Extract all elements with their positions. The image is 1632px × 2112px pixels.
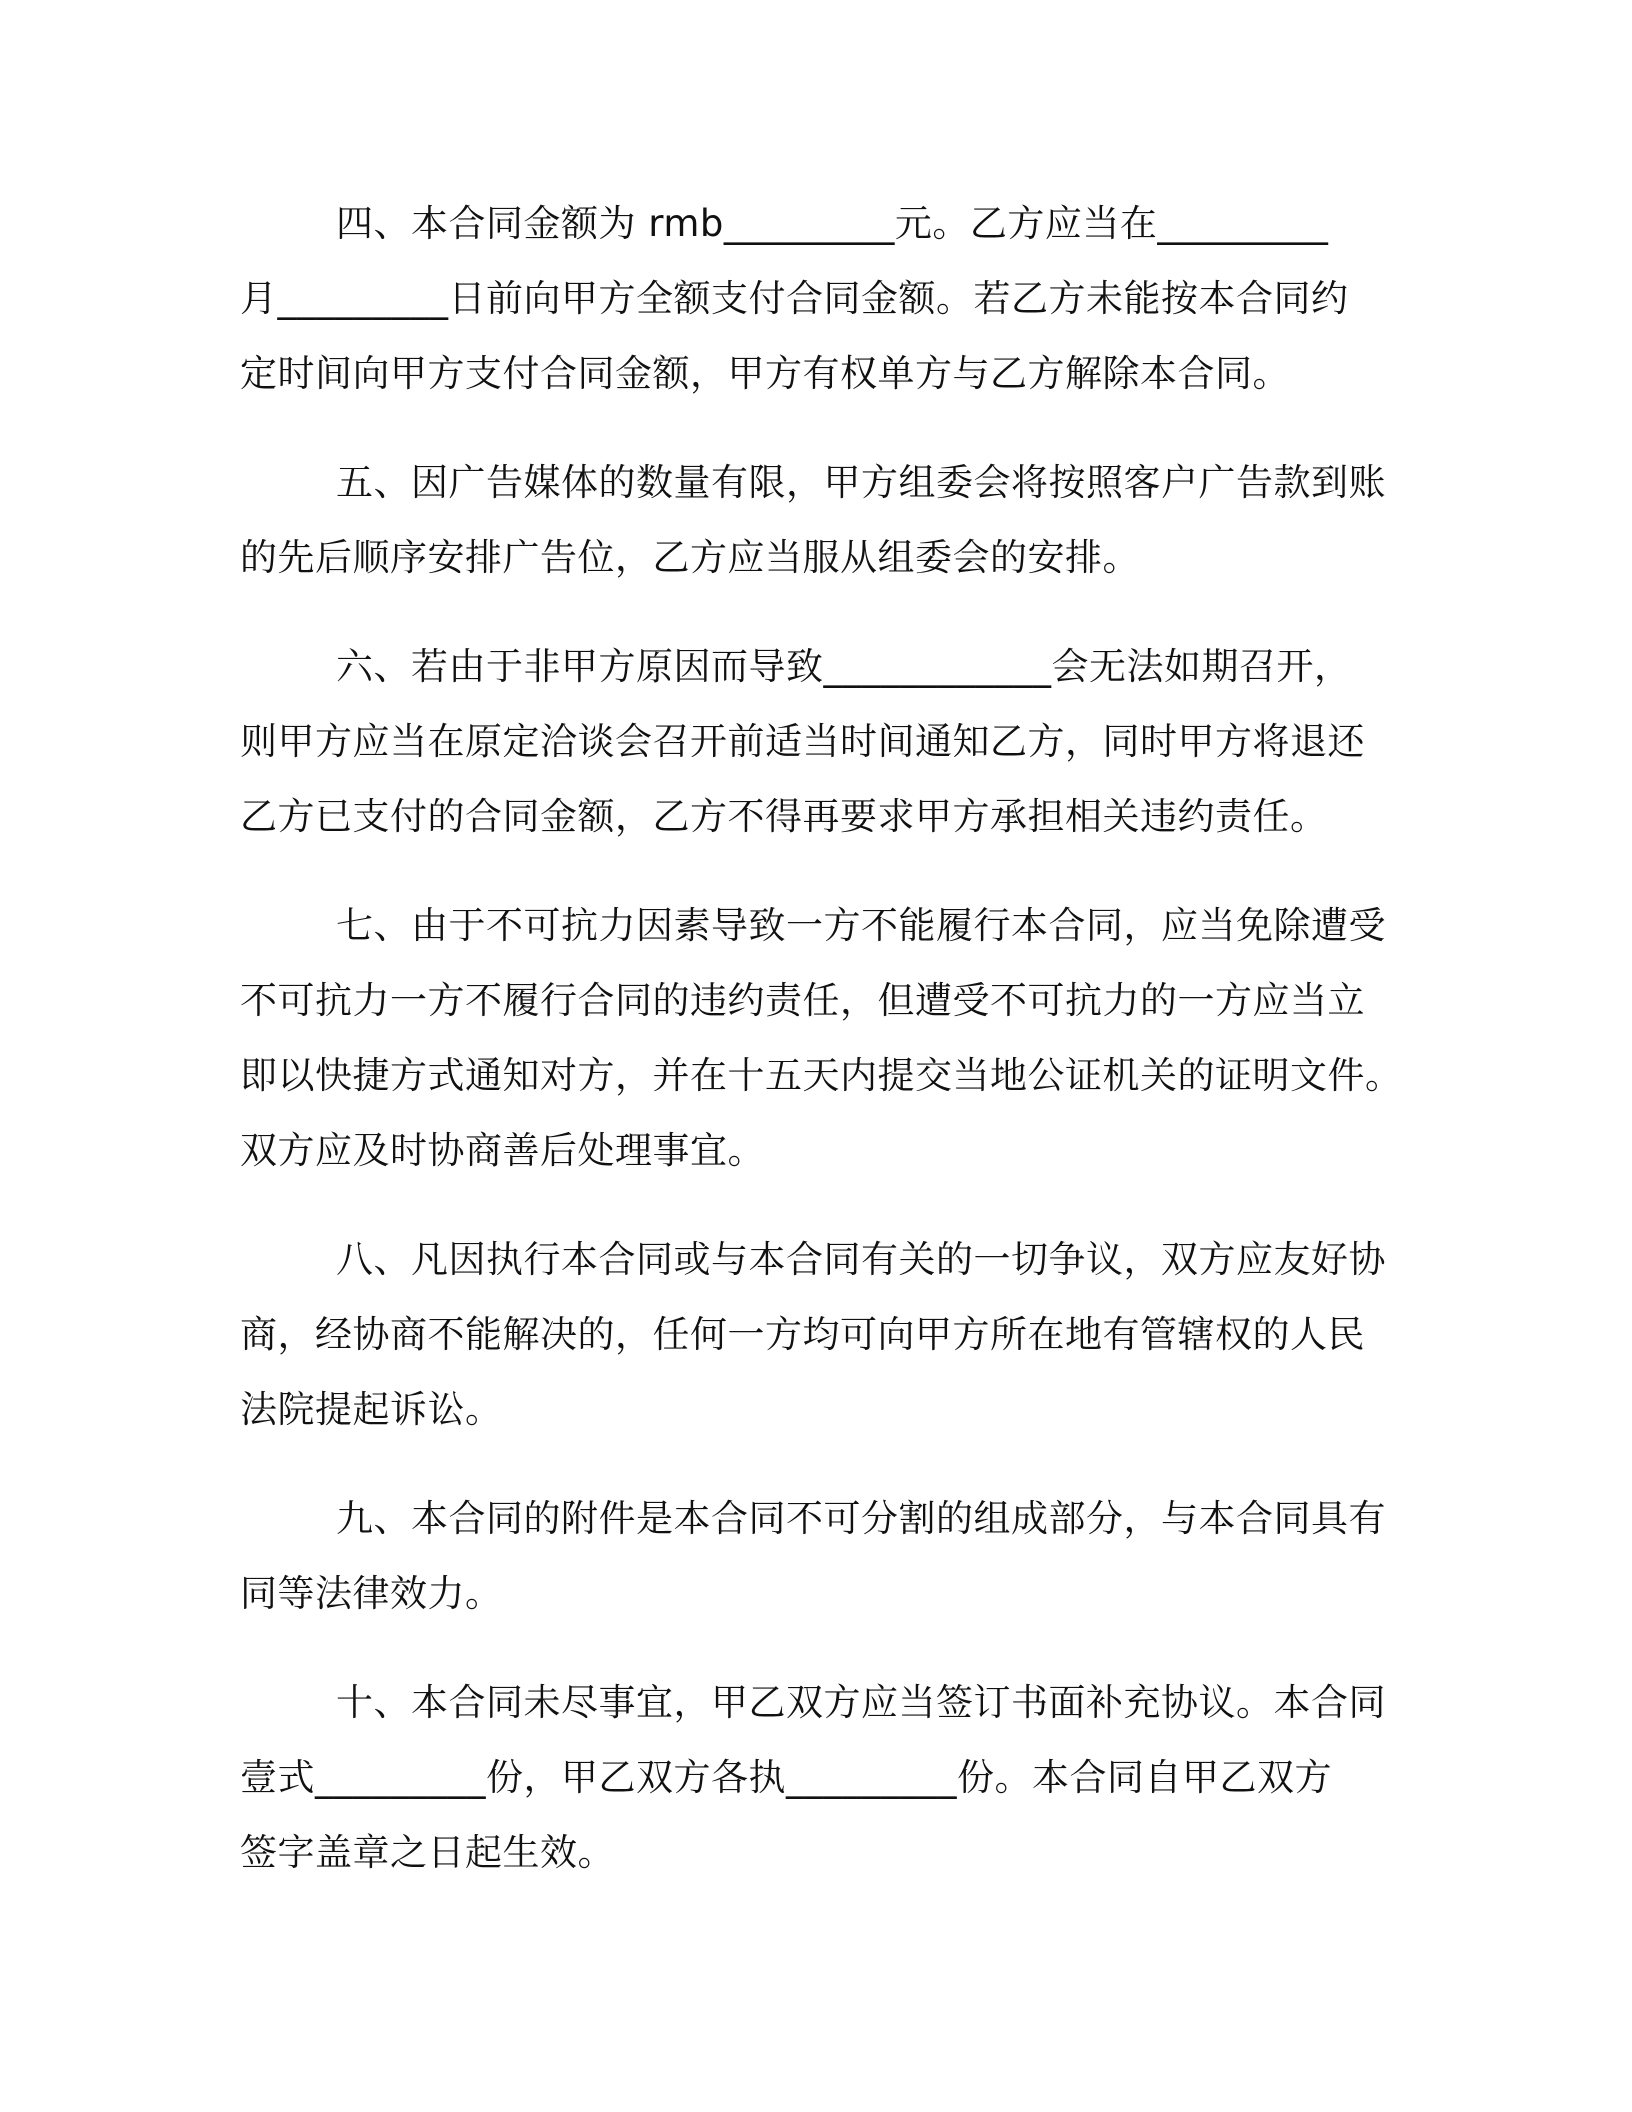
text-line: 双方应及时协商善后处理事宜。: [240, 1129, 765, 1172]
text-line: 八、凡因执行本合同或与本合同有关的一切争议，双方应友好协: [336, 1238, 1386, 1281]
clause-paragraph-5: [240, 445, 1386, 595]
text-line: 壹式_________份，甲乙双方各执_________份。本合同自甲乙双方: [240, 1756, 1332, 1799]
clause-paragraph-6: [240, 629, 1380, 854]
text-line: 定时间向甲方支付合同金额，甲方有权单方与乙方解除本合同。: [240, 352, 1290, 395]
text-line: 乙方已支付的合同金额，乙方不得再要求甲方承担相关违约责任。: [240, 795, 1328, 838]
clause-paragraph-9: [240, 1481, 1386, 1631]
text-line: 同等法律效力。: [240, 1572, 503, 1615]
document-body: [240, 186, 1403, 1924]
clause-paragraph-4: [240, 186, 1380, 411]
text-line: 商，经协商不能解决的，任何一方均可向甲方所在地有管辖权的人民: [240, 1313, 1365, 1356]
text-line: 即以快捷方式通知对方，并在十五天内提交当地公证机关的证明文件。: [240, 1054, 1403, 1097]
clause-paragraph-8: [240, 1222, 1386, 1447]
text-line: 十、本合同未尽事宜，甲乙双方应当签订书面补充协议。本合同: [336, 1681, 1386, 1724]
text-line: 五、因广告媒体的数量有限，甲方组委会将按照客户广告款到账: [336, 461, 1386, 504]
clause-paragraph-7: [240, 888, 1403, 1188]
text-line: 七、由于不可抗力因素导致一方不能履行本合同，应当免除遭受: [336, 904, 1386, 947]
text-line: 则甲方应当在原定洽谈会召开前适当时间通知乙方，同时甲方将退还: [240, 720, 1365, 763]
text-line: 九、本合同的附件是本合同不可分割的组成部分，与本合同具有: [336, 1497, 1386, 1540]
text-line: 六、若由于非甲方原因而导致____________会无法如期召开，: [336, 645, 1352, 688]
text-line: 四、本合同金额为 rmb_________元。乙方应当在_________: [336, 202, 1329, 245]
text-line: 法院提起诉讼。: [240, 1388, 503, 1431]
text-line: 签字盖章之日起生效。: [240, 1831, 615, 1874]
text-line: 的先后顺序安排广告位，乙方应当服从组委会的安排。: [240, 536, 1140, 579]
text-line: 不可抗力一方不履行合同的违约责任，但遭受不可抗力的一方应当立: [240, 979, 1365, 1022]
text-line: 月_________日前向甲方全额支付合同金额。若乙方未能按本合同约: [240, 277, 1349, 320]
clause-paragraph-10: [240, 1665, 1386, 1890]
